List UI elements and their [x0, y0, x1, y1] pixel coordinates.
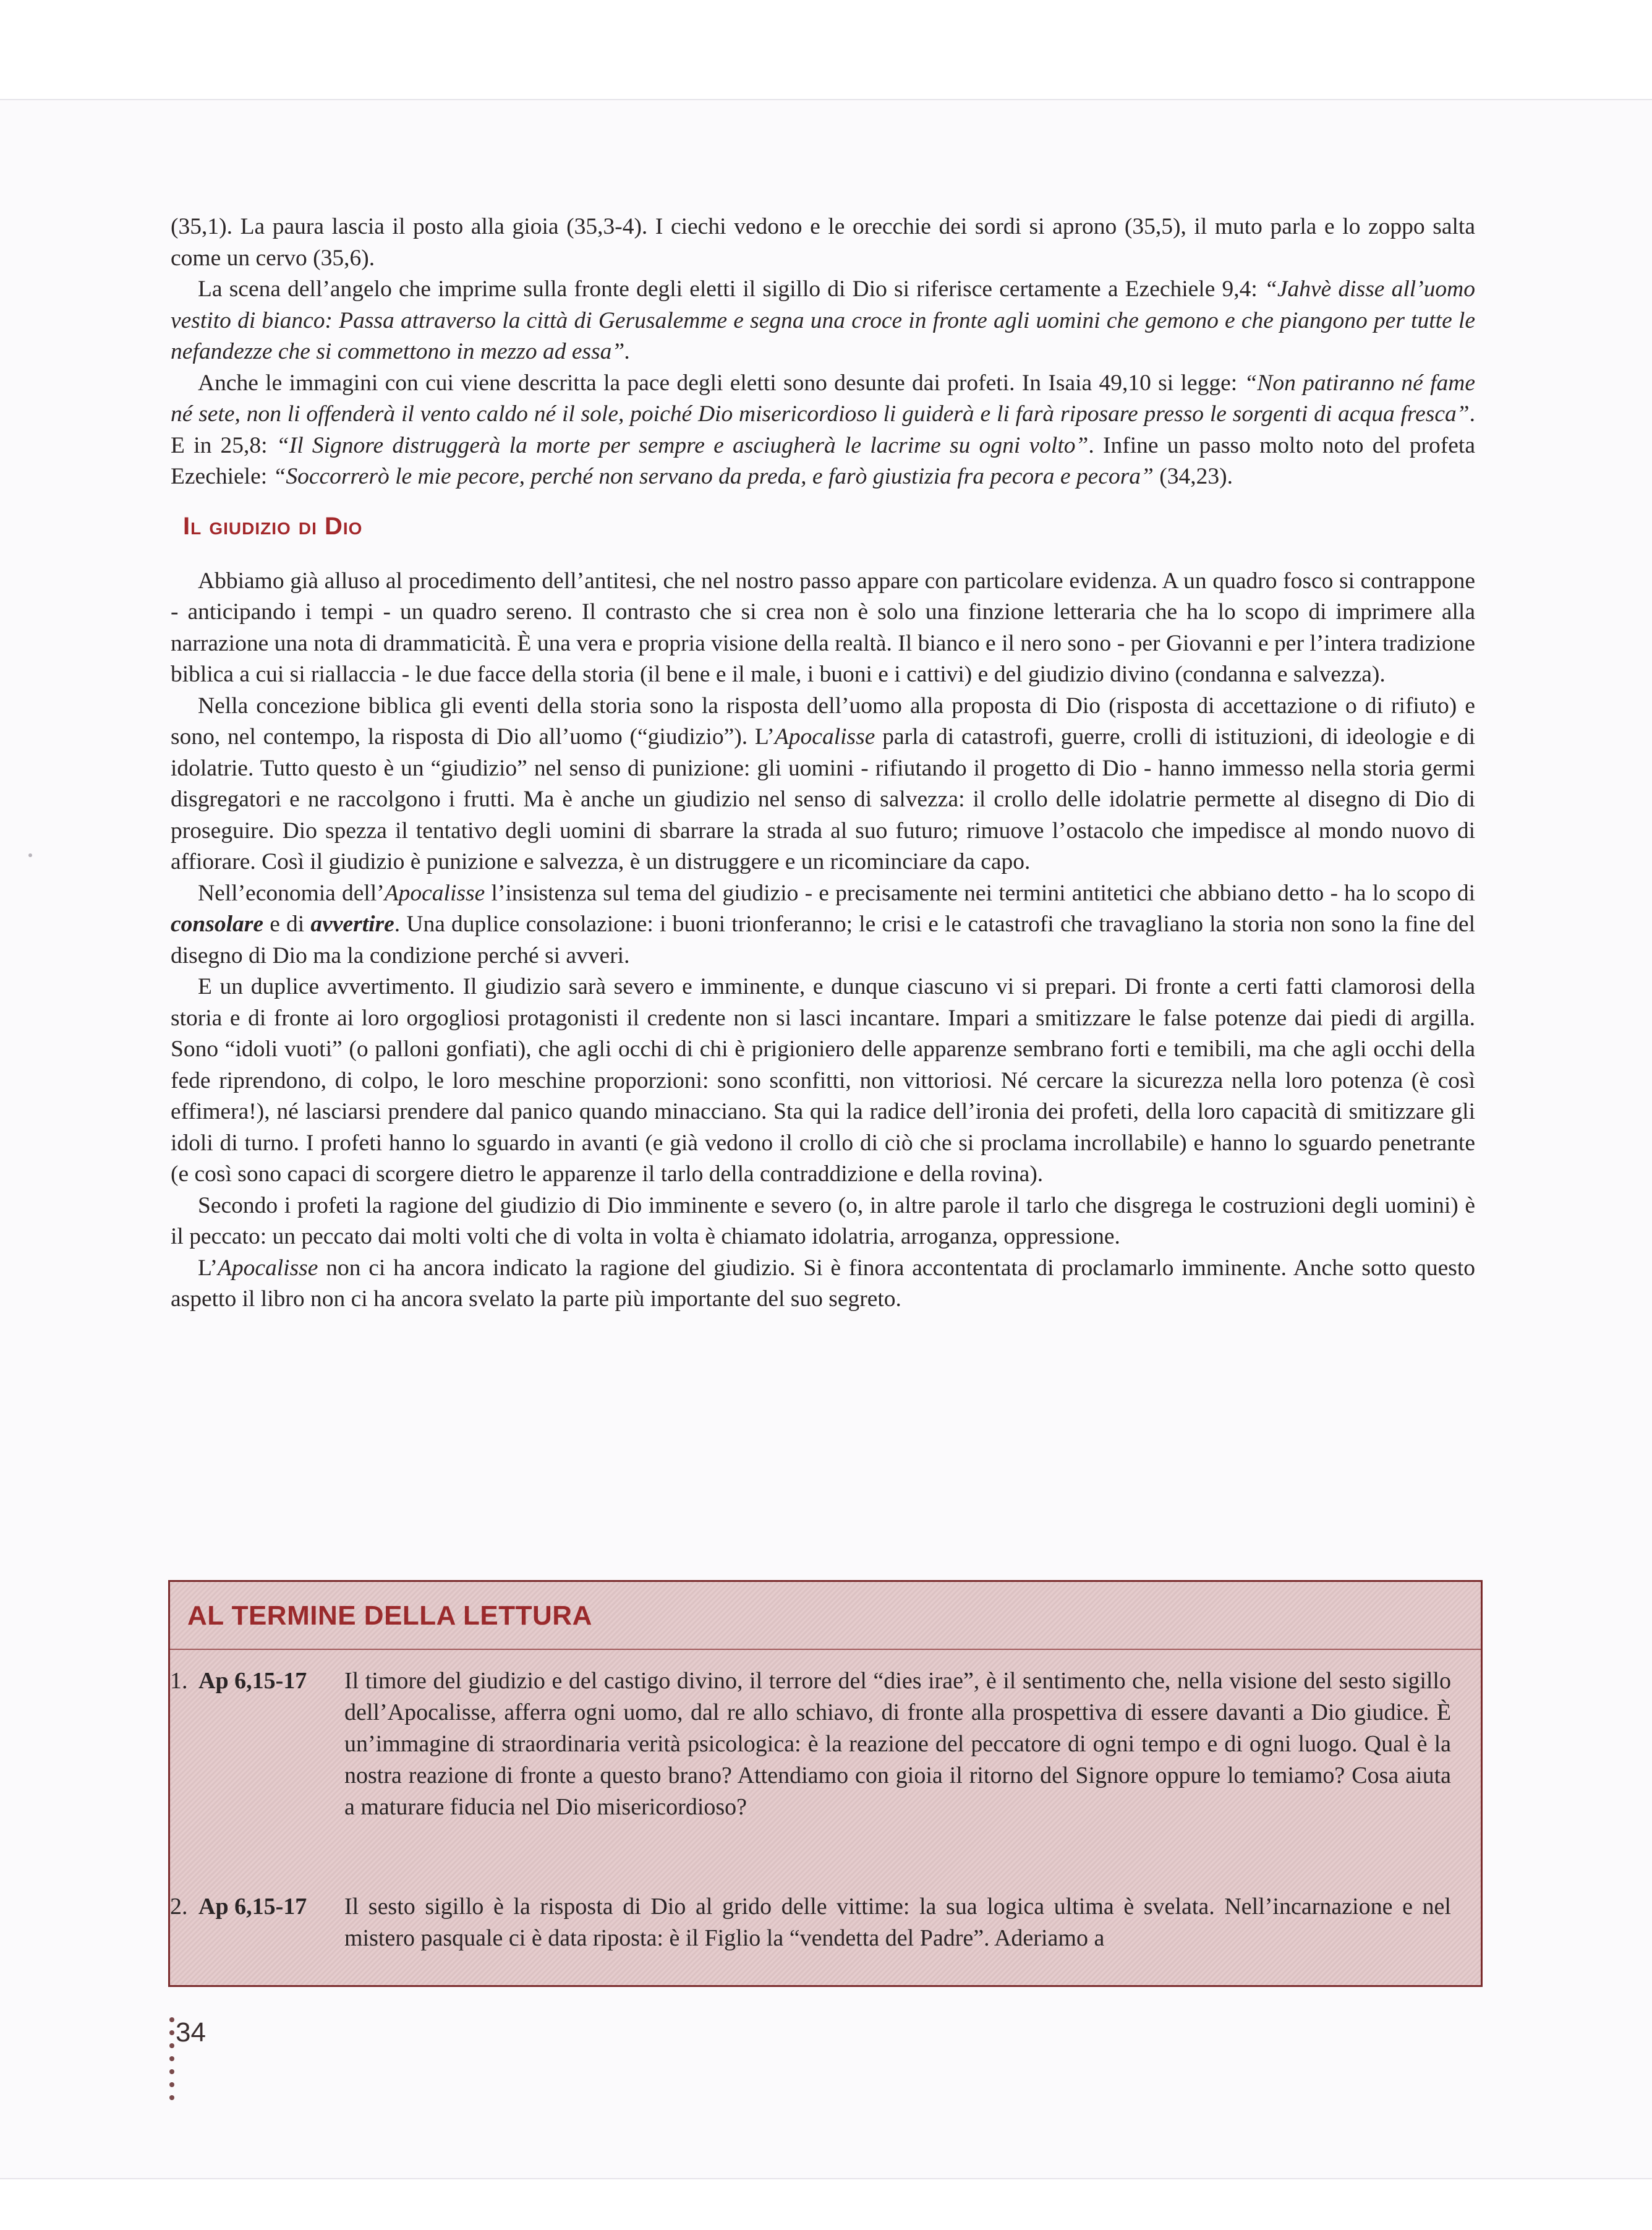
paragraph-8: Secondo i profeti la ragione del giudizio di Dio imminente e severo (o, in altre parole il tarlo che disgrega le costruzioni degli uomini) è il peccato: un peccato dai molti volti che di volta in volta è chiamato idolatria, arroganza, oppressione. [171, 1192, 1475, 1249]
main-text [171, 211, 1475, 1315]
text-run: e di [263, 912, 311, 937]
binding-mark [28, 853, 32, 857]
text-run: Anche le immagini con cui viene descritta la pace degli eletti sono desunte dai profeti. In Isaia 49,10 si legge: [198, 370, 1245, 396]
paragraph-4: Abbiamo già alluso al procedimento dell’antitesi, che nel nostro passo appare con particolare evidenza. A un quadro fosco si contrappone - anticipando i tempi - un quadro sereno. Il contrasto che si crea non è solo una finzione letteraria che ha lo scopo di imprimere alla narrazione una nota di drammaticità. È una vera e propria visione della realtà. Il bianco e il nero sono - per Giovanni e per l’intera tradizione biblica a cui si riallaccia - le due facce della storia (il bene e il male, i buoni e i cattivi) e del giudizio divino (condanna e salvezza). [171, 568, 1475, 687]
dot [169, 2082, 174, 2087]
paragraph-5 [171, 691, 1475, 878]
reading-box [168, 1580, 1483, 1987]
text-run: (34,23). [1153, 464, 1233, 489]
paragraph-3 [171, 368, 1475, 493]
emphasis-consolare: consolare [171, 912, 263, 937]
text-run: . Una duplice consolazione: i buoni trionferanno; le crisi e le catastrofi che travagliano la storia non sono la fine del disegno di Dio ma la condizione perché si avveri. [171, 912, 1475, 968]
paragraph-1: (35,1). La paura lascia il posto alla gioia (35,3-4). I ciechi vedono e le orecchie dei sordi si aprono (35,5), il muto parla e lo zoppo salta come un cervo (35,6). [171, 214, 1475, 271]
dot [169, 2017, 174, 2022]
book-title: Apocalisse [774, 724, 875, 750]
paragraph-2 [171, 274, 1475, 368]
item-text: Il sesto sigillo è la risposta di Dio al grido delle vittime: la sua logica ultima è svelata. Nell’incarnazione e nel mistero pasquale ci è data riposta: è il Figlio la “vendetta del Padre”. Aderiamo a [344, 1894, 1451, 1951]
paragraph-7: E un duplice avvertimento. Il giudizio sarà severo e imminente, e dunque ciascuno vi si prepari. Di fronte a certi fatti clamorosi della storia e di fronte ai loro orgogliosi protagonisti il credente non si lasci incantare. Impari a smitizzare le false potenze dai piedi di argilla. Sono “idoli vuoti” (o palloni gonfiati), che agli occhi di chi è prigioniero delle apparenze sembrano forti e temibili, ma che agli occhi della fede riprendono, di colpo, le loro meschine proporzioni: sono sconfitti, non vittoriosi. Né cercare la sicurezza nella loro potenza (è così effimera!), né lasciarsi prendere dal panico quando minacciano. Sta qui la radice dell’ironia dei profeti, della loro capacità di smitizzare gli idoli di turno. I profeti hanno lo sguardo in avanti (e già vedono il crollo di ciò che si proclama incrollabile) e hanno lo sguardo penetrante (e così sono capaci di scorgere dietro le apparenze il tarlo della contraddizione e della rovina). [171, 974, 1475, 1187]
text-run: non ci ha ancora indicato la ragione del giudizio. Si è finora accontentata di proclamarlo imminente. Anche sotto questo aspetto il libro non ci ha ancora svelato la parte più importante del suo segreto. [171, 1255, 1475, 1312]
paragraph-6 [171, 878, 1475, 972]
dot [169, 2056, 174, 2061]
dot [169, 2043, 174, 2048]
dot [169, 2095, 174, 2100]
box-item-1 [170, 1665, 1456, 1823]
ezechiele-quote: “Jahvè disse all’uomo vestito di bianco: Passa attraverso la città di Gerusalemme e segna una croce in fronte agli uomini che gemono e che piangono per tutte le nefandezze che si commettono in mezzo ad essa”. [171, 276, 1476, 364]
text-run: . E in 25,8: [171, 401, 1475, 458]
dot [169, 2069, 174, 2074]
text-run: Nell’economia dell’ [198, 880, 385, 906]
book-title: Apocalisse [384, 880, 485, 906]
dot [169, 2030, 174, 2035]
item-number: 1. [170, 1668, 188, 1694]
text-run: l’insistenza sul tema del giudizio - e precisamente nei termini antitetici che abbiano detto - ha lo scopo di [485, 880, 1475, 906]
ezechiele-quote-2: “Soccorrerò le mie pecore, perché non servano da preda, e farò giustizia fra pecora e pecora” [273, 464, 1154, 489]
page-dots [169, 2017, 176, 2108]
text-run: . Infine un passo molto noto del profeta Ezechiele: [171, 432, 1475, 489]
text-run: parla di catastrofi, guerre, crolli di istituzioni, di ideologie e di idolatrie. Tutto questo è un “giudizio” nel senso di punizione: gli uomini - rifiutando il progetto di Dio - hanno immesso nella storia germi disgregatori e ne raccolgono i frutti. Ma è anche un giudizio nel senso di salvezza: il crollo delle idolatrie permette al disegno di Dio di proseguire. Dio spezza il tentativo degli uomini di sbarrare la strada al suo futuro; rimuove l’ostacolo che impedisce al mondo nuovo di affiorare. Così il giudizio è punizione e salvezza, è un distruggere e un ricominciare da capo. [171, 724, 1475, 874]
section-heading: Il giudizio di Dio [183, 512, 363, 540]
page-number: 34 [176, 2017, 206, 2048]
isaia-quote: “Non patiranno né fame né sete, non li offenderà il vento caldo né il sole, poiché Dio misericordioso li guiderà e li farà riposare presso le sorgenti di acqua fresca” [171, 370, 1475, 427]
emphasis-avvertire: avvertire [310, 912, 394, 937]
isaia-quote-2: “Il Signore distruggerà la morte per sempre e asciugherà le lacrime su ogni volto” [276, 432, 1089, 458]
text-run: La scena dell’angelo che imprime sulla fronte degli eletti il sigillo di Dio si riferisce certamente a Ezechiele 9,4: [198, 276, 1264, 302]
text-run: L’ [198, 1255, 218, 1281]
item-number: 2. [170, 1894, 188, 1920]
item-reference: Ap 6,15-17 [198, 1894, 307, 1920]
paragraph-9 [171, 1253, 1475, 1315]
box-divider [170, 1649, 1481, 1650]
text-run: Nella concezione biblica gli eventi della storia sono la risposta dell’uomo alla proposta di Dio (risposta di accettazione o di rifiuto) e sono, nel contempo, la risposta di Dio all’uomo (“giudizio”). L’ [171, 693, 1475, 750]
item-text: Il timore del giudizio e del castigo divino, il terrore del “dies irae”, è il sentimento che, nella visione del sesto sigillo dell’Apocalisse, afferra ogni uomo, dal re allo schiavo, di fronte alla prospettiva di essere davanti a Dio giudice. È un’immagine di straordinaria verità psicologica: è la reazione del peccatore di ogni tempo e di ogni luogo. Qual è la nostra reazione di fronte a questo brano? Attendiamo con gioia il ritorno del Signore oppure lo temiamo? Cosa aiuta a maturare fiducia nel Dio misericordioso? [344, 1668, 1451, 1820]
book-title: Apocalisse [217, 1255, 318, 1281]
item-reference: Ap 6,15-17 [198, 1668, 307, 1694]
box-item-2 [170, 1891, 1456, 1954]
box-title: AL TERMINE DELLA LETTURA [187, 1600, 592, 1631]
